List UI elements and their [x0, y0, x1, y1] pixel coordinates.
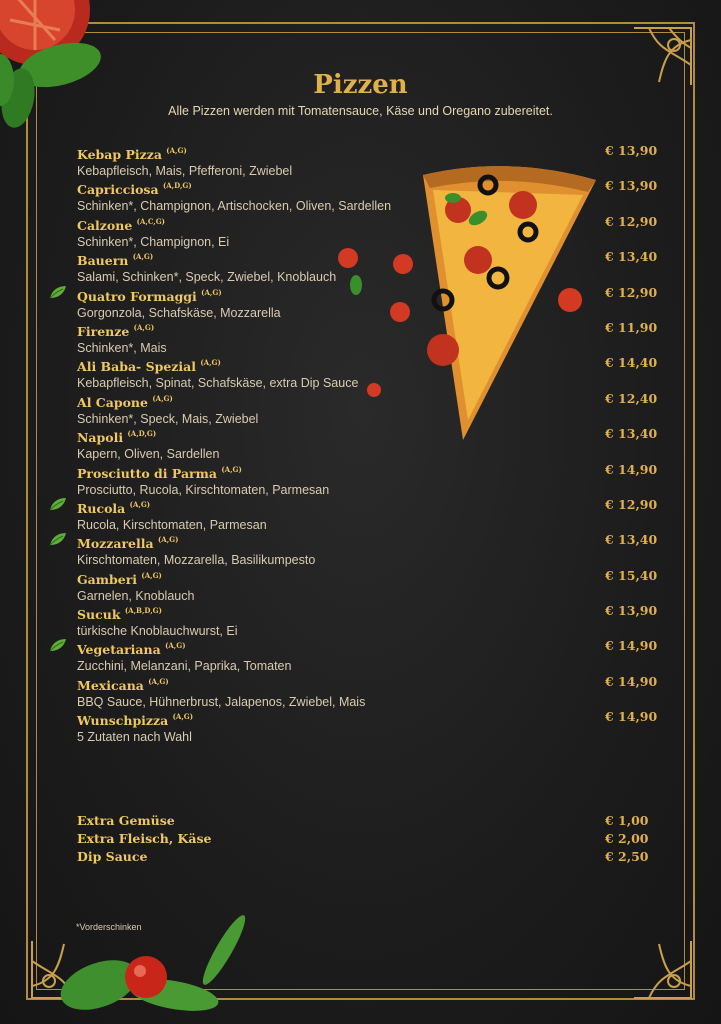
menu-item-price: € 14,90 [605, 709, 658, 725]
menu-item-description: Rucola, Kirschtomaten, Parmesan [77, 517, 267, 532]
menu-item-name: Calzone $^{(A,C,G)}$ [77, 216, 165, 233]
menu-item-name: Bauern $^{(A,G)}$ [77, 252, 154, 269]
menu-item [77, 567, 657, 602]
menu-item-price: € 12,90 [605, 284, 658, 300]
menu-item [77, 354, 657, 389]
menu-item-name: Prosciutto di Parma $^{(A,G)}$ [77, 464, 242, 481]
menu-item-price: € 13,90 [605, 178, 658, 194]
menu-item-description: 5 Zutaten nach Wahl [77, 730, 192, 745]
leaf-icon [48, 531, 68, 547]
allergen-codes: (A,G) [166, 146, 187, 155]
menu-item-name: Wunschpizza $^{(A,G)}$ [77, 712, 194, 729]
menu-item [77, 708, 657, 743]
menu-item-price: € 14,90 [605, 673, 658, 689]
menu-item-price: € 12,90 [605, 496, 658, 512]
menu-item-description: BBQ Sauce, Hühnerbrust, Jalapenos, Zwiebel, Mais [77, 694, 366, 709]
extras-list [77, 812, 657, 866]
menu-item-price: € 13,40 [605, 426, 658, 442]
allergen-codes: (A,C,G) [136, 216, 165, 226]
menu-item [77, 425, 657, 460]
allergen-codes: (A,D,G) [162, 181, 192, 191]
menu-item [77, 142, 657, 177]
allergen-codes: (A,G) [172, 712, 194, 722]
allergen-codes: (A,G) [221, 464, 242, 474]
menu-item-name: Mexicana $^{(A,G)}$ [77, 676, 169, 693]
menu-item-price: € 13,40 [605, 532, 658, 548]
allergen-codes: (A,G) [132, 252, 154, 262]
menu-item [77, 673, 657, 708]
allergen-codes: (A,G) [148, 676, 169, 686]
allergen-codes: (A,G) [141, 570, 162, 580]
menu-item [77, 496, 657, 531]
menu-item-name: Sucuk $^{(A,B,D,G)}$ [77, 606, 162, 623]
menu-item-description: Schinken*, Champignon, Ei [77, 234, 230, 249]
menu-item-name: Mozzarella $^{(A,G)}$ [77, 535, 179, 552]
footnote: *Vorderschinken [76, 922, 142, 932]
menu-item-description: Kirschtomaten, Mozzarella, Basilikumpesto [77, 553, 316, 568]
menu-item-description: Schinken*, Speck, Mais, Zwiebel [77, 411, 259, 426]
menu-item-price: € 13,40 [605, 249, 658, 265]
menu-item-name: Capricciosa $^{(A,D,G)}$ [77, 181, 192, 198]
allergen-codes: (A,D,G) [127, 429, 157, 439]
menu-item [77, 637, 657, 672]
menu-item-description: Zucchini, Melanzani, Paprika, Tomaten [77, 659, 292, 674]
menu-item [77, 248, 657, 283]
menu-item-price: € 14,90 [605, 461, 658, 477]
allergen-codes: (A,G) [201, 287, 222, 297]
allergen-codes: (A,G) [152, 393, 173, 403]
menu-item-description: Kebapfleisch, Mais, Pfefferoni, Zwiebel [77, 164, 293, 178]
menu-item-description: Kebapfleisch, Spinat, Schafskäse, extra Dip Sauce [77, 376, 359, 391]
extra-item-price: € 2,00 [605, 831, 649, 846]
menu-item-price: € 12,40 [605, 390, 658, 406]
menu-item-description: Schinken*, Mais [77, 340, 167, 355]
menu-item-name: Al Capone $^{(A,G)}$ [77, 393, 173, 410]
extra-item-name: Dip Sauce [77, 849, 148, 864]
menu-item-price: € 11,90 [605, 319, 658, 335]
extra-item [77, 848, 657, 866]
extra-item-price: € 1,00 [605, 813, 649, 828]
menu-item-price: € 15,40 [605, 567, 658, 583]
page-subtitle: Alle Pizzen werden mit Tomatensauce, Käse und Oregano zubereitet. [168, 104, 553, 118]
extra-item-name: Extra Fleisch, Käse [77, 831, 212, 846]
menu-item-price: € 14,90 [605, 638, 658, 654]
menu-item-description: Gorgonzola, Schafskäse, Mozzarella [77, 305, 281, 320]
extra-item-name: Extra Gemüse [77, 813, 175, 828]
menu-item-name: Firenze $^{(A,G)}$ [77, 322, 155, 339]
menu-item-name: Ali Baba- Spezial $^{(A,G)}$ [77, 358, 221, 375]
menu-item-description: Schinken*, Champignon, Artischocken, Oliven, Sardellen [77, 199, 392, 214]
menu-item-description: Prosciutto, Rucola, Kirschtomaten, Parmesan [77, 482, 330, 497]
allergen-codes: (A,B,D,G) [124, 606, 162, 616]
allergen-codes: (A,G) [133, 322, 155, 332]
menu-item-name: Napoli $^{(A,D,G)}$ [77, 429, 157, 446]
menu-item-price: € 12,90 [605, 213, 658, 229]
leaf-icon [48, 496, 68, 512]
menu-item-name: Kebap Pizza $^{(A,G)}$ [77, 146, 187, 162]
menu-item-name: Rucola $^{(A,G)}$ [77, 499, 151, 516]
menu-item [77, 284, 657, 319]
allergen-codes: (A,G) [200, 358, 221, 368]
ornament-corner-icon [629, 936, 699, 1006]
allergen-codes: (A,G) [157, 535, 179, 545]
page-title: Pizzen [313, 70, 408, 100]
tomato-rucola-image [54, 905, 264, 1020]
menu-item [77, 319, 657, 354]
menu-list [77, 142, 657, 744]
extra-item [77, 812, 657, 830]
menu-item-name: Quatro Formaggi $^{(A,G)}$ [77, 287, 222, 304]
menu-item [77, 390, 657, 425]
leaf-icon [48, 637, 68, 653]
menu-item-description: türkische Knoblauchwurst, Ei [77, 624, 238, 639]
menu-item-price: € 13,90 [605, 603, 658, 619]
menu-item [77, 213, 657, 248]
menu-item [77, 461, 657, 496]
leaf-icon [48, 284, 68, 300]
menu-item-name: Gamberi $^{(A,G)}$ [77, 570, 162, 587]
menu-item-description: Salami, Schinken*, Speck, Zwiebel, Knoblauch [77, 270, 337, 285]
menu-item-name: Vegetariana $^{(A,G)}$ [77, 641, 186, 658]
menu-item-description: Garnelen, Knoblauch [77, 588, 195, 603]
menu-item [77, 531, 657, 566]
extra-item [77, 830, 657, 848]
menu-item-price: € 13,90 [605, 143, 658, 158]
menu-item [77, 177, 657, 212]
menu-item-description: Kapern, Oliven, Sardellen [77, 447, 220, 462]
allergen-codes: (A,G) [129, 499, 151, 509]
menu-item-price: € 14,40 [605, 355, 658, 371]
allergen-codes: (A,G) [165, 641, 186, 651]
menu-item [77, 602, 657, 637]
extra-item-price: € 2,50 [605, 849, 649, 864]
